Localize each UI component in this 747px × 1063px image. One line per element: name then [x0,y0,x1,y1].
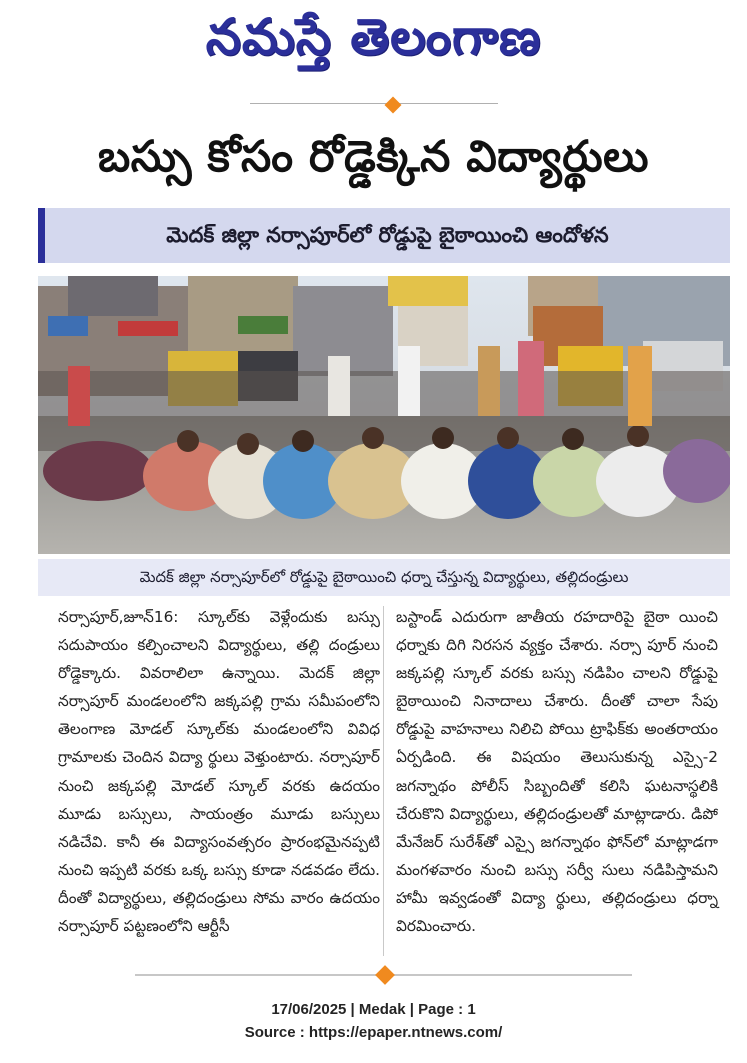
masthead-divider [250,103,498,104]
column-divider [383,606,384,956]
footer-source-link[interactable]: Source : https://epaper.ntnews.com/ [244,1024,503,1041]
article-headline: బస్సు కోసం రోడ్డెక్కిన విద్యార్థులు [98,132,649,182]
subheadline-accent-bar [38,208,45,263]
article-subheadline: మెదక్ జిల్లా నర్సాపూర్‌లో రోడ్డుపై బైఠాయించి ఆందోళన [166,223,609,247]
footer-date-line: 17/06/2025 | Medak | Page : 1 [271,1001,476,1018]
masthead [0,0,747,100]
article-body-right: బస్టాండ్ ఎదురుగా జాతీయ రహదారిపై బైఠా యించి ధర్నాకు దిగి నిరసన వ్యక్తం చేశారు. నర్సా పూర్ నుంచి జక్కపల్లి స్కూల్ వరకు బస్సు నడిపిం చాలని రోడ్డుపై బైఠాయించి నినాదాలు చేశారు. దీంతో చాలా సేపు రోడ్డుపై వాహనాలు నిలిచి పోయి ట్రాఫిక్‌కు అంతరాయం ఏర్పడింది. ఈ విషయం తెలుసుకున్న ఎస్సై-2 జగన్నాథం పోలీస్ సిబ్బందితో కలిసి ఘటనాస్థలికి చేరుకొని విద్యార్థులు, తల్లిదండ్రులతో మాట్లాడారు. డిపో మేనేజర్ సురేశ్‌తో ఎస్సై జగన్నాథం ఫోన్‌లో మాట్లాడగా మంగళవారం నుంచి బస్సు సర్వీ సులు నడిపిస్తామని హామీ ఇవ్వడంతో విద్యా ర్థులు, తల్లిదండ్రులు ధర్నా విరమించారు. [396,608,718,936]
diamond-ornament-icon [375,965,395,985]
newspaper-logo: నమస్తే తెలంగాణ [205,8,542,66]
article-photo [38,276,730,554]
photo-caption: మెదక్ జిల్లా నర్సాపూర్‌లో రోడ్డుపై బైఠాయించి ధర్నా చేస్తున్న విద్యార్థులు, తల్లిదండ్రులు [139,568,629,586]
article-column-right [396,603,718,940]
article-column-left [58,603,380,940]
article-body-left: నర్సాపూర్,జూన్16: స్కూల్‌కు వెళ్లేందుకు బస్సు సదుపాయం కల్పించాలని విద్యార్థులు, తల్లి దండ్రులు రోడ్డెక్కారు. వివరాలిలా ఉన్నాయి. మెదక్ జిల్లా నర్సాపూర్ మండలంలోని జక్కపల్లి గ్రామ సమీపంలోని తెలంగాణ మోడల్ స్కూల్‌కు మండలంలోని వివిధ గ్రామాలకు చెందిన విద్యా ర్థులు వెళ్తుంటారు. నర్సాపూర్ నుంచి జక్కపల్లి మోడల్ స్కూల్ వరకు ఉదయం మూడు బస్సులు, సాయంత్రం మూడు బస్సులు నడిచేవి. కానీ ఈ విద్యాసంవత్సరం ప్రారంభమైనప్పటి నుంచి ఇప్పటి వరకు ఒక్క బస్సు కూడా నడవడం లేదు. దీంతో విద్యార్థులు, తల్లిదండ్రులు సోమ వారం ఉదయం నర్సాపూర్ పట్టణంలోని ఆర్టీసీ [58,608,380,936]
